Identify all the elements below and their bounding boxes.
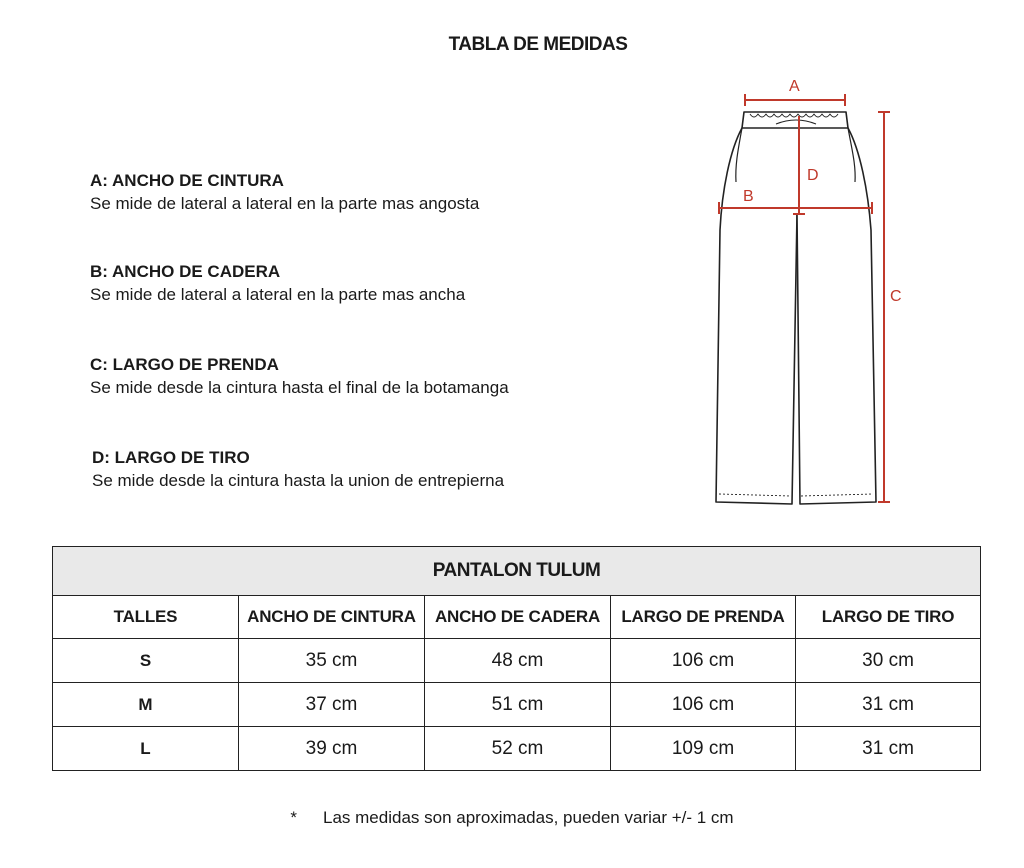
definition-head: D: LARGO DE TIRO: [92, 448, 250, 467]
column-header: ANCHO DE CINTURA: [239, 596, 425, 639]
label-b: B: [743, 188, 754, 205]
left-leg: [716, 128, 797, 504]
table-cell: 51 cm: [425, 683, 611, 727]
pants-outline: [716, 112, 876, 504]
pants-diagram: [700, 70, 930, 520]
table-row: [53, 683, 981, 727]
footnote: [0, 808, 1024, 828]
table-cell: 31 cm: [796, 727, 981, 771]
page-title: TABLA DE MEDIDAS: [448, 34, 628, 55]
table-cell: 30 cm: [796, 639, 981, 683]
size-cell: M: [53, 683, 239, 727]
label-d: D: [807, 167, 819, 184]
definition-head: C: LARGO DE PRENDA: [90, 355, 279, 374]
definition-c: [90, 354, 650, 400]
label-c: C: [890, 288, 902, 305]
table-cell: 52 cm: [425, 727, 611, 771]
definition-desc: Se mide de lateral a lateral en la parte mas angosta: [90, 194, 480, 213]
definition-d: [92, 447, 652, 493]
definition-head: A: ANCHO DE CINTURA: [90, 171, 284, 190]
definition-desc: Se mide desde la cintura hasta el final de la botamanga: [90, 378, 509, 397]
size-cell: S: [53, 639, 239, 683]
table-header-row: [53, 596, 981, 639]
definition-a: [90, 170, 650, 216]
table-cell: 31 cm: [796, 683, 981, 727]
table-cell: 35 cm: [239, 639, 425, 683]
footnote-marker: *: [290, 808, 298, 827]
right-leg: [797, 128, 876, 504]
definition-desc: Se mide desde la cintura hasta la union de entrepierna: [92, 471, 505, 490]
table-cell: 106 cm: [611, 639, 796, 683]
column-header: LARGO DE PRENDA: [611, 596, 796, 639]
table-cell: 106 cm: [611, 683, 796, 727]
table-row: [53, 639, 981, 683]
table-cell: 39 cm: [239, 727, 425, 771]
table-caption: PANTALON TULUM: [53, 547, 981, 596]
table-cell: 109 cm: [611, 727, 796, 771]
column-header: TALLES: [53, 596, 239, 639]
definition-b: [90, 261, 650, 307]
label-a: A: [789, 78, 800, 95]
column-header: LARGO DE TIRO: [796, 596, 981, 639]
table-cell: 48 cm: [425, 639, 611, 683]
definition-desc: Se mide de lateral a lateral en la parte mas ancha: [90, 285, 466, 304]
table-cell: 37 cm: [239, 683, 425, 727]
table-row: [53, 727, 981, 771]
size-cell: L: [53, 727, 239, 771]
definition-head: B: ANCHO DE CADERA: [90, 262, 281, 281]
size-table: [52, 546, 981, 771]
footnote-text: Las medidas son aproximadas, pueden variar +/- 1 cm: [323, 808, 734, 827]
column-header: ANCHO DE CADERA: [425, 596, 611, 639]
